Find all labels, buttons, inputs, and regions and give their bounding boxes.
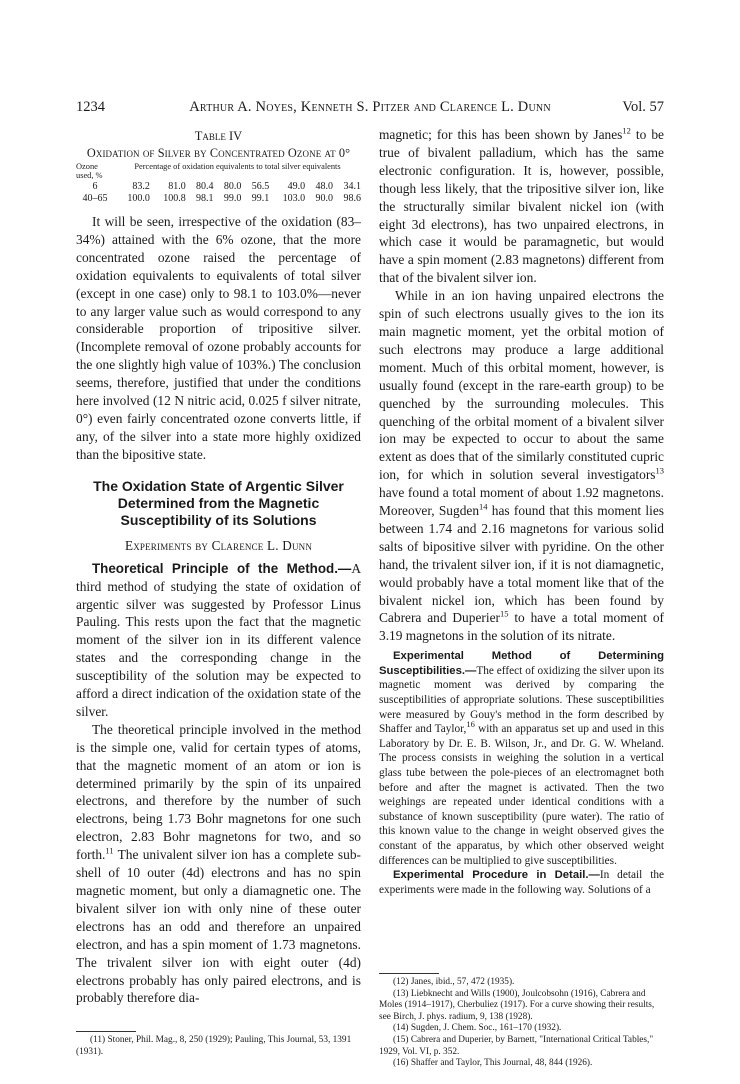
paragraph (379, 868, 664, 897)
paragraph-text: A third method of studying the state of oxidation of argentic silver was suggested by Professor Linus Pauling. This rests upon the fact that the magnetic moment of the silver ion in its different valence states and the corresponding change in the susceptibility of the solution may be expected to afford a direct indication of the oxidation state of the silver. (76, 560, 361, 719)
run-in-heading: Theoretical Principle of the Method.— (92, 560, 352, 576)
footnote: (16) Shaffer and Taylor, This Journal, 48, 844 (1926). (393, 1058, 593, 1069)
table-cell: 98.1 (196, 193, 214, 204)
right-column (379, 126, 664, 897)
footnote-ref: 11 (105, 845, 114, 856)
oxidation-table (76, 162, 361, 205)
footnote-rule (379, 973, 439, 974)
paragraph-text: with an apparatus set up and used in this Laboratory by Dr. E. B. Wilson, Jr., and Dr. G. W. Wheland. The process consists in weighing the solution in a vertical glass tube between the pole-pieces of an electromagnet both before and after the magnet is activated. Then the two weighings are repeated under identical conditions with a substance of known susceptibility (pure water). The ratio of this known value to the change in weight observed gives the constant of the apparatus, by which other observed weight differences can be multiplied to give susceptibilities. (379, 723, 664, 867)
paragraph-text: In detail the experiments were made in the following way. Solutions of a (379, 869, 665, 896)
table-cell: 99.1 (251, 193, 270, 204)
table-row (76, 181, 361, 193)
footnote-ref: 14 (479, 501, 488, 512)
table-cell: 80.4 (196, 181, 214, 192)
paragraph (76, 721, 361, 1008)
footnote-ref: 15 (499, 609, 509, 619)
section-title: The Oxidation State of Argentic Silver Determined from the Magnetic Susceptibility of its Solutions (93, 477, 344, 528)
table-cell: 40–65 (82, 193, 108, 204)
table-cell: 48.0 (315, 181, 333, 192)
paragraph (76, 560, 361, 721)
footnote-ref: 12 (622, 125, 631, 136)
table-caption: Oxidation of Silver by Concentrated Ozone at 0° (86, 146, 351, 160)
table-cell: 100.0 (127, 193, 150, 204)
paragraph-text: magnetic; for this has been shown by Janes (379, 127, 623, 142)
table-cell: 56.5 (251, 181, 270, 192)
running-header (76, 98, 664, 116)
paragraph-text: The univalent silver ion has a complete sub-shell of 10 outer (4d) electrons and has no spin magnetic moment, but only a diamagnetic one. The bivalent silver ion with only nine of these outer electrons has an odd and therefore an unpaired electron, and has a spin moment of 1.73 magnetons. The trivalent silver ion with eight outer (4d) electrons probably has only paired electrons, and is probably therefore dia- (76, 847, 361, 1006)
table-header-ozone: Ozone used, % (76, 162, 103, 180)
paragraph-text: has found that this moment lies between 1.74 and 2.16 magnetons for various solid salts of bipositive silver with pyridine. On the other hand, the trivalent silver ion, if it is not diamagnetic, would probably have a total moment like that of the bivalent nickel ion, which has been found by Cabrera and Duperier (379, 503, 664, 626)
run-in-heading: Experimental Method of Determining Susceptibilities.— (379, 650, 664, 677)
table-cell: 99.0 (223, 193, 242, 204)
footnote: (14) Sugden, J. Chem. Soc., 161–170 (1932). (393, 1023, 562, 1034)
footnote-ref: 16 (466, 719, 475, 730)
table-cell: 80.0 (223, 181, 242, 192)
table-cell: 34.1 (343, 181, 361, 192)
table-cell: 98.6 (343, 193, 361, 204)
table-cell: 6 (92, 181, 98, 192)
table-title: Table IV (194, 129, 243, 143)
paragraph-text: The effect of oxidizing the silver upon its magnetic moment was derived by comparing the susceptibilities of appropriate solutions. These susceptibilities were measured by Gouy's method in the form described by Shaffer and Taylor, (379, 664, 664, 736)
table-cell: 83.2 (132, 181, 150, 192)
left-column (76, 126, 361, 1007)
left-footnotes (76, 1026, 361, 1058)
page-number: 1234 (76, 99, 105, 115)
section-subtitle: Experiments by Clarence L. Dunn (124, 537, 313, 553)
table-cell: 103.0 (282, 193, 306, 204)
table-cell: 100.8 (163, 193, 186, 204)
running-authors: Arthur A. Noyes, Kenneth S. Pitzer and Clarence L. Dunn (189, 99, 551, 115)
table-header-percentage: Percentage of oxidation equivalents to total silver equivalents (134, 162, 341, 171)
footnote: (13) Liebknecht and Wills (1900), Joulcobsohn (1916), Cabrera and Moles (1914–1917), Cherbuliez (1917). For a curve showing their results, see Birch, J. phys. radium, 9, 138 (1928). (379, 988, 655, 1022)
paragraph: It will be seen, irrespective of the oxidation (83–34%) attained with the 6% ozone, that the more concentrated ozone raised the percentage of oxidation equivalents to equivalents of total silver (except in one case) only to 98.1 to 103.0%—never to any larger value such as would correspond to any considerable proportion of tripositive silver. (Incomplete removal of ozone probably accounts for the one slightly high value of 103%.) The conclusion seems, therefore, justified that under the conditions here involved (12 N nitric acid, 0.025 f silver nitrate, 0°) even fairly concentrated ozone converts little, if any, of the silver into a state more highly oxidized than the bipositive state. (76, 214, 361, 462)
paragraph-text: The theoretical principle involved in the method is the simple one, valid for certain types of atoms, that the magnetic moment of an atom or ion is determined primarily by the spin of its unpaired electrons, and therefore by the number of such electrons, being 1.73 Bohr magnetons for one such electron, 2.83 Bohr magnetons for two, and so forth. (76, 721, 361, 863)
table-cell: 81.0 (168, 181, 186, 192)
right-footnotes (379, 968, 664, 1070)
footnote-ref: 13 (655, 465, 664, 476)
run-in-heading: Experimental Procedure in Detail.— (393, 869, 600, 882)
paragraph-text: While in an ion having unpaired electrons the spin of such electrons usually gives to the ion its main magnetic moment, yet the orbital motion of such electrons may produce a large additional moment. Much of this orbital moment, however, is usually found (except in the rare-earth group) to be quenched by the surrounding molecules. This quenching of the orbital moment of a bivalent silver ion may be expected to occur to about the same extent as does that of the similarly constituted cupric ion, for which in solution several investigators (379, 288, 664, 483)
footnote: (12) Janes, ibid., 57, 472 (1935). (393, 977, 515, 987)
paragraph (379, 649, 664, 868)
paragraph-text: have found a total moment of about 1.92 magnetons. Moreover, Sugden (379, 485, 664, 519)
footnote: (11) Stoner, Phil. Mag., 8, 250 (1929); Pauling, This Journal, 53, 1391 (1931). (76, 1035, 352, 1057)
paragraph-text: to have a total moment of 3.19 magnetons in the solution of its nitrate. (379, 610, 664, 644)
table-cell: 49.0 (287, 181, 306, 192)
table-cell: 90.0 (315, 193, 333, 204)
table-row (76, 193, 361, 205)
footnote-rule (76, 1031, 136, 1032)
paragraph (379, 126, 664, 287)
footnote: (15) Cabrera and Duperier, by Barnett, "International Critical Tables," 1929, Vol. VI, p. 352. (379, 1034, 654, 1057)
paragraph (379, 287, 664, 645)
paragraph-text: to be true of bivalent palladium, which has the same electronic configuration. It is, however, possible, though less likely, that the tripositive silver ion, like the structurally similar bivalent nickel ion (with eight 3d electrons), has two unpaired electrons, in which case it would be paramagnetic, but would have a spin moment (2.83 magnetons) different from that of the bivalent silver ion. (379, 127, 665, 286)
volume-label: Vol. 57 (622, 99, 664, 115)
